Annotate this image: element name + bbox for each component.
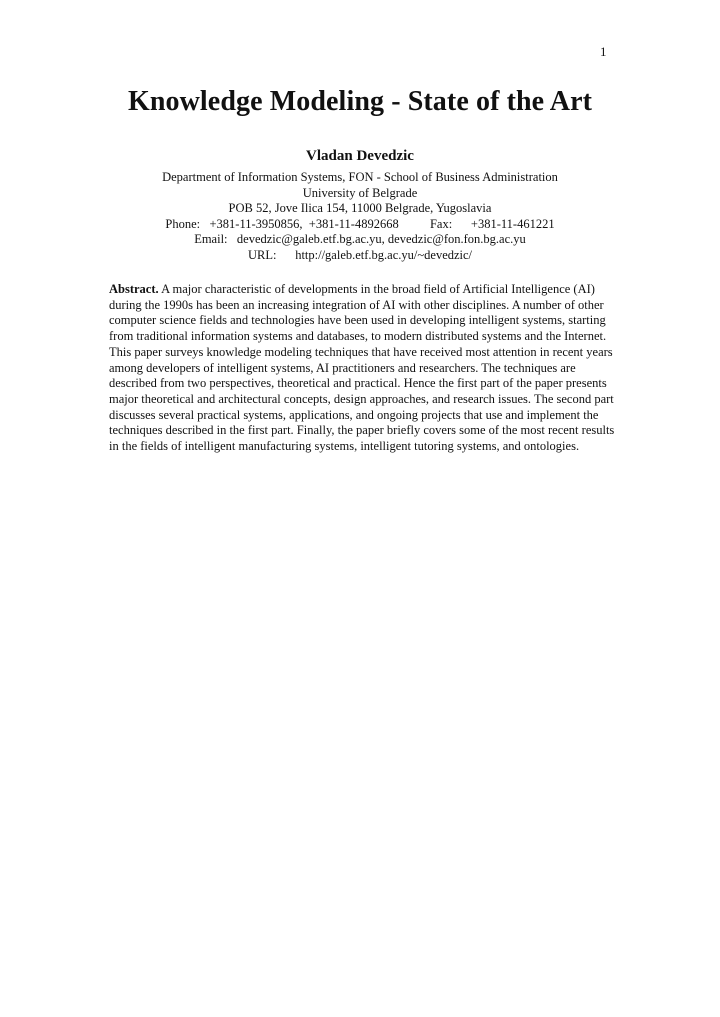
affiliation-address: POB 52, Jove Ilica 154, 11000 Belgrade, Yugoslavia <box>228 201 492 216</box>
affiliation-url: URL: http://galeb.etf.bg.ac.yu/~devedzic/ <box>247 247 473 262</box>
affiliation-email: Email: devedzic@galeb.etf.bg.ac.yu, devedzic@fon.fon.bg.ac.yu <box>194 232 526 247</box>
page-number: 1 <box>600 44 607 59</box>
abstract-text: A major characteristic of developments in the broad field of Artificial Intelligence (AI) during the 1990s has been an increasing integration of AI with other disciplines. A number of other computer science fields and technologies have been used in developing intelligent systems, starting from traditional information systems and databases, to modern distributed systems and the Internet. This paper surveys knowledge modeling techniques that have received most attention in recent years among developers of intelligent systems, AI practitioners and researchers. The techniques are described from two perspectives, theoretical and practical. Hence the first part of the paper presents major theoretical and architectural concepts, design approaches, and research issues. The second part discusses several practical systems, applications, and ongoing projects that use and implement the techniques described in the first part. Finally, the paper briefly covers some of the most recent results in the fields of intelligent manufacturing systems, intelligent tutoring systems, and ontologies. <box>109 282 615 454</box>
abstract <box>109 282 619 455</box>
affiliation-department: Department of Information Systems, FON - School of Business Administration <box>162 170 558 184</box>
author-name: Vladan Devedzic <box>306 148 414 164</box>
affiliation-university: University of Belgrade <box>302 185 418 200</box>
author-affiliation <box>0 170 720 264</box>
affiliation-phone-fax: Phone: +381-11-3950856, +381-11-4892668 Fax: +381-11-461221 <box>165 216 555 231</box>
abstract-label: Abstract. <box>109 282 159 296</box>
paper-title: Knowledge Modeling - State of the Art <box>127 86 593 117</box>
